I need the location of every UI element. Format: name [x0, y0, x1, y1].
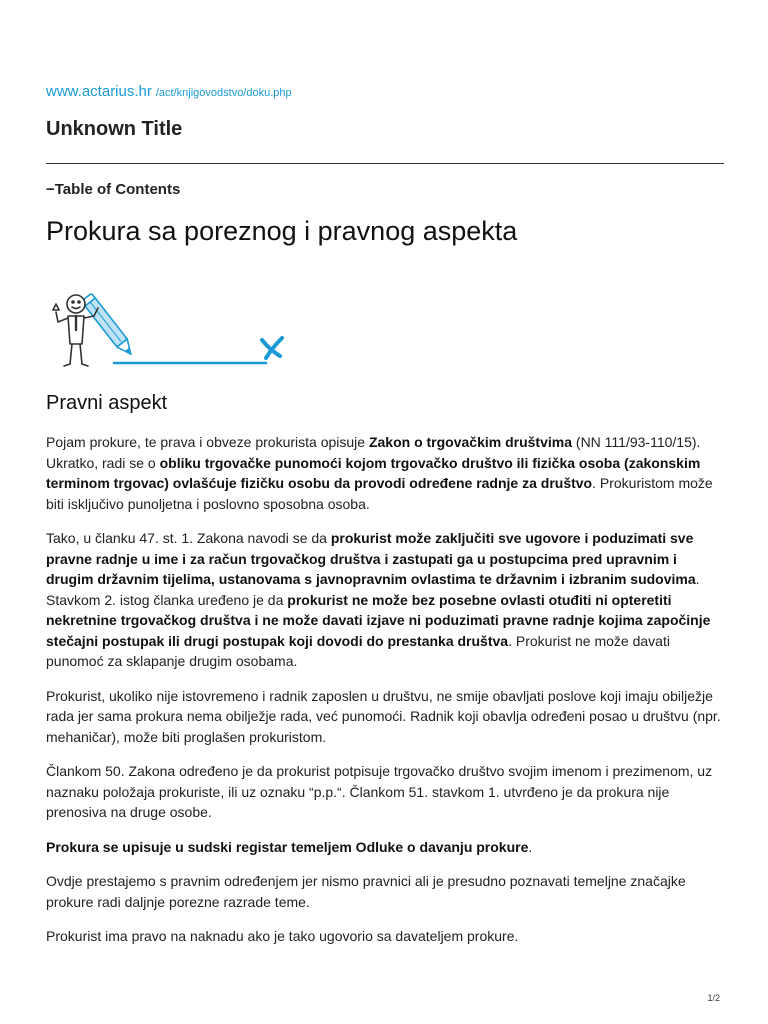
paragraph-7: Ovdje prestajemo s pravnim određenjem jer nismo pravnici ali je presudno poznavati temeljne značajke prokure radi daljnje porezne razrade teme. [46, 873, 686, 910]
article-title: Prokura sa poreznog i pravnog aspekta [46, 216, 518, 246]
x-mark-icon [262, 338, 282, 358]
paragraph-2: Tako, u članku 47. st. 1. Zakona navodi se da prokurist može zaključiti sve ugovore i poduzimati sve pravne radnje u ime i za račun trgovačkog društva i zastupati ga u postupcima pred upravnim i drugim državnim tijelima, ustanovama s javnopravnim ovlastima te državnim i izbranim sudovima. [46, 530, 700, 587]
paragraph-3: Stavkom 2. istog članka uređeno je da prokurist ne može bez posebne ovlasti otuđiti ni opteretiti nekretnine trgovačkog društva i ne može davati izjave ni poduzimati pravne radnje kojima započinje stečajni postupak ili drugi postupak koji dovodi do prestanka društva. Prokurist ne može davati punomoć za sklapanje drugim osobama. [46, 591, 711, 669]
section-heading-pravni-aspekt: Pravni aspekt [46, 392, 168, 414]
paragraph-6: Prokura se upisuje u sudski registar temeljem Odluke o davanju prokure. [46, 838, 533, 855]
paragraph-4: Prokurist, ukoliko nije istovremeno i radnik zaposlen u društvu, ne smije obavljati poslove koji imaju obilježje rada jer sama prokura nema obilježje rada, već punomoći. Radnik koji obavlja određeni posao u društvu (npr. mehaničar), može biti proglašen prokuristom. [46, 687, 721, 745]
paragraph-5: Člankom 50. Zakona određeno je da prokurist potpisuje trgovačko društvo svojim imenom i prezimenom, uz naznaku položaja prokuriste, ili uz oznaku “p.p.“. Člankom 51. stavkom 1. utvrđeno je da prokura nije prenosiva na druge osobe. [46, 763, 713, 820]
table-of-contents-toggle[interactable]: −Table of Contents [46, 181, 181, 198]
url-path-link[interactable]: /act/knjigovodstvo/doku.php [155, 87, 292, 99]
paragraph-8: Prokurist ima pravo na naknadu ako je tako ugovorio sa davateljem prokure. [46, 928, 519, 944]
paragraph-1: Pojam prokure, te prava i obveze prokurista opisuje Zakon o trgovačkim društvima (NN 111/93-110/15). Ukratko, radi se o obliku trgovačke punomoći kojom trgovačko društvo ili fizička osoba (zakonskim terminom trgovac) ovlašćuje fizičku osobu da provodi određene radnje za društvo. Prokuristom može biti isključivo punoljetna i poslovno sposobna osoba. [46, 434, 713, 512]
source-url[interactable] [46, 83, 292, 101]
header-divider [46, 163, 724, 164]
document-title: Unknown Title [46, 118, 183, 140]
thumbs-up-figure-with-pencil-icon [48, 286, 288, 370]
url-domain-link[interactable]: www.actarius.hr [46, 83, 152, 100]
article-body [46, 432, 724, 961]
page-number: 1/2 [707, 993, 720, 1003]
